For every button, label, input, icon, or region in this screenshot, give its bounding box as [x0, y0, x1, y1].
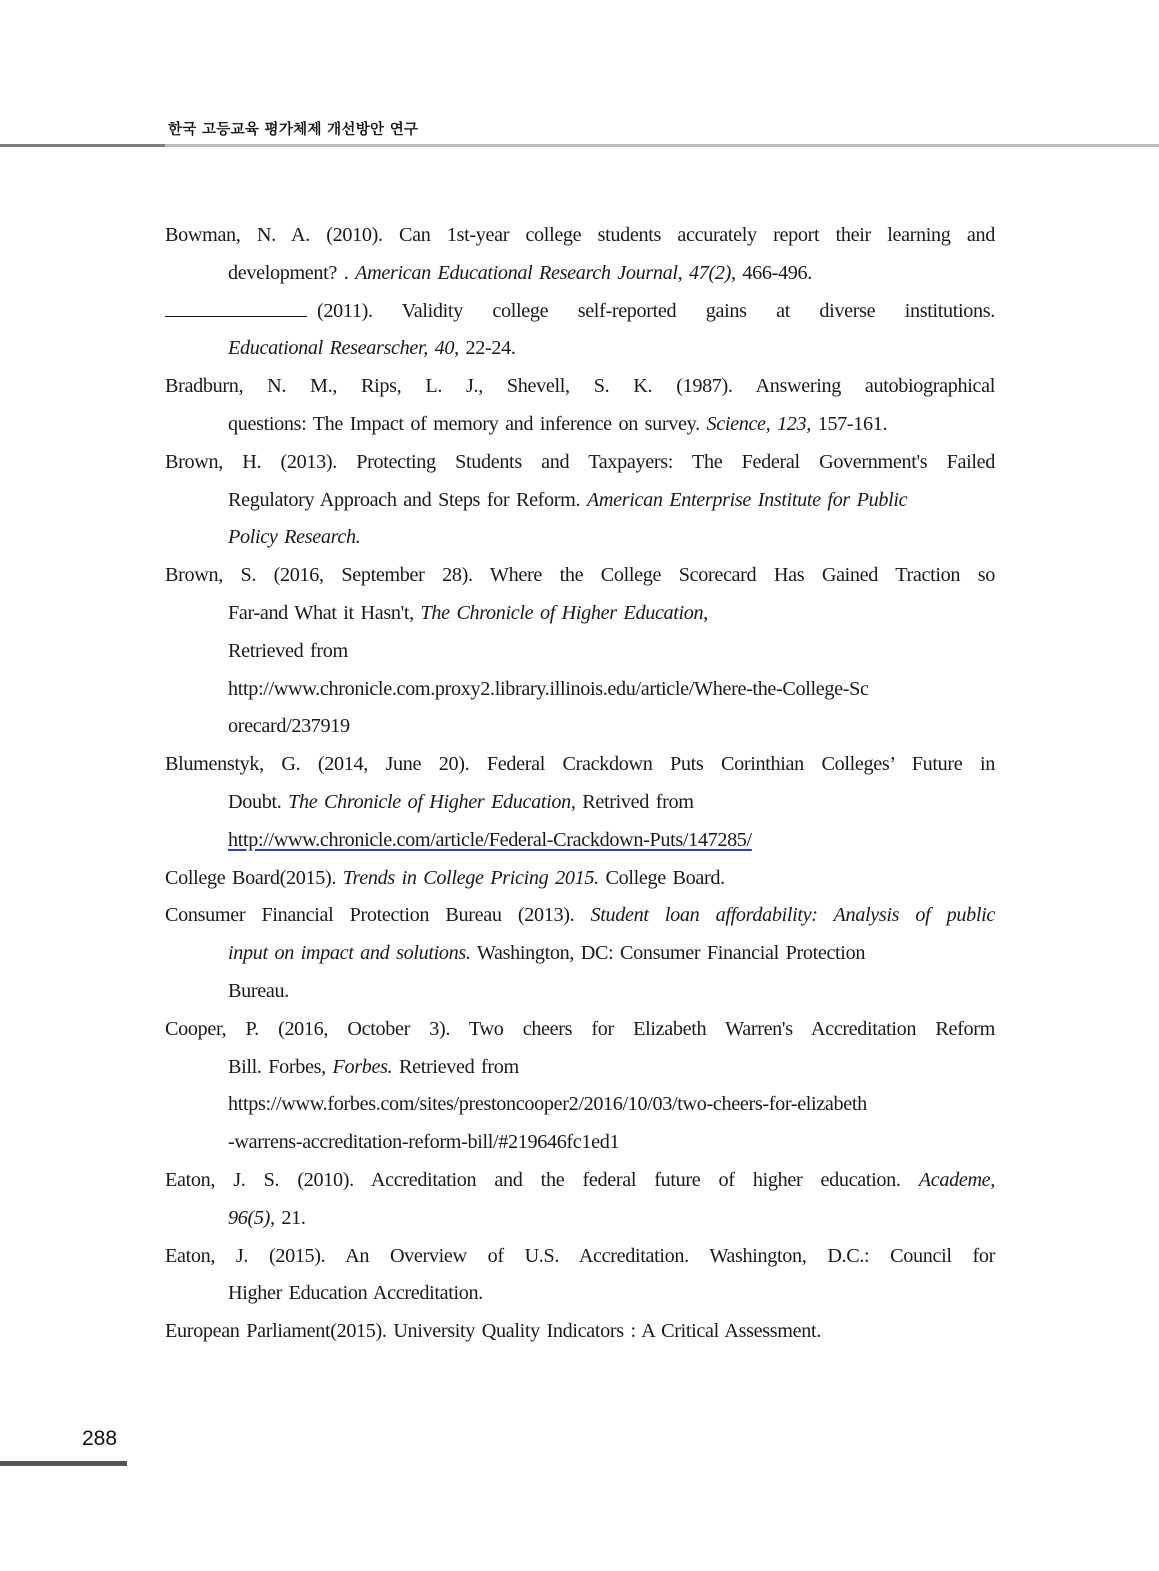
reference-text: College Board. [598, 866, 725, 889]
reference-entry [165, 444, 995, 557]
reference-text: , 466-496. [731, 261, 812, 284]
reference-text: Brown, H. (2013). Protecting Students and Taxpayers: The Federal Government's Failed [165, 450, 995, 473]
reference-text: http://www.chronicle.com.proxy2.library.illinois.edu/article/Where-the-College-Sc [228, 677, 869, 700]
reference-text: 21. [274, 1206, 306, 1229]
reference-text: questions: The Impact of memory and inference on survey. [228, 412, 707, 435]
reference-text: Cooper, P. (2016, October 3). Two cheers for Elizabeth Warren's Accreditation Reform [165, 1017, 995, 1040]
reference-line [228, 1200, 995, 1238]
reference-text: Washington, DC: Consumer Financial Protection [470, 942, 866, 965]
reference-line [228, 482, 995, 520]
reference-italic-text: Policy Research. [228, 526, 361, 549]
reference-line [165, 444, 995, 482]
reference-text: Far-and What it Hasn't, [228, 601, 421, 624]
reference-line [228, 708, 995, 746]
reference-line [228, 406, 995, 444]
reference-entry [165, 557, 995, 746]
reference-text: Bureau. [228, 979, 289, 1002]
reference-line [165, 217, 995, 255]
reference-line [165, 1313, 995, 1351]
reference-entry [165, 897, 995, 1010]
reference-line [228, 633, 995, 671]
reference-text: (2011). Validity college self-reported gains at diverse institutions. [317, 299, 995, 322]
reference-italic-text: Trends in College Pricing 2015. [342, 866, 599, 889]
reference-text: European Parliament(2015). University Quality Indicators : A Critical Assessment. [165, 1320, 821, 1343]
reference-line [228, 1275, 995, 1313]
reference-text: Eaton, J. S. (2010). Accreditation and the federal future of higher education. [165, 1168, 919, 1191]
reference-line [228, 935, 995, 973]
reference-italic-text: Forbes. [332, 1055, 393, 1078]
reference-text: , 22-24. [454, 337, 516, 360]
reference-italic-text: input on impact and solutions. [228, 942, 471, 965]
reference-text: 157-161. [811, 412, 888, 435]
reference-line [165, 897, 995, 935]
reference-text: orecard/237919 [228, 715, 350, 738]
reference-link[interactable]: http://www.chronicle.com/article/Federal-Crackdown-Puts/147285/ [228, 828, 752, 851]
reference-text: , Retrived from [570, 790, 694, 813]
reference-line [165, 368, 995, 406]
reference-line [228, 1049, 995, 1087]
reference-entry [165, 293, 995, 369]
reference-text: Doubt. [228, 790, 289, 813]
footer-bar [0, 1461, 127, 1466]
reference-text: , [703, 601, 708, 624]
reference-line [165, 1011, 995, 1049]
reference-text: Regulatory Approach and Steps for Reform. [228, 488, 587, 511]
reference-text: https://www.forbes.com/sites/prestoncooper2/2016/10/03/two-cheers-for-elizabeth [228, 1093, 867, 1116]
reference-text: Bowman, N. A. (2010). Can 1st-year college students accurately report their learning and [165, 224, 995, 246]
reference-italic-text: American Educational Research Journal, 47(2) [355, 261, 732, 284]
page-number: 288 [82, 1427, 118, 1450]
reference-text: development? . [228, 261, 356, 284]
reference-text: Bradburn, N. M., Rips, L. J., Shevell, S. K. (1987). Answering autobiographical [165, 375, 995, 398]
reference-italic-text: 96(5), [228, 1206, 275, 1229]
reference-line [228, 671, 995, 709]
reference-line [165, 557, 995, 595]
header-rule-light [165, 144, 1159, 147]
reference-text: Blumenstyk, G. (2014, June 20). Federal Crackdown Puts Corinthian Colleges’ Future in [165, 753, 995, 776]
reference-text: Consumer Financial Protection Bureau (2013). [165, 904, 591, 927]
reference-text: Eaton, J. (2015). An Overview of U.S. Accreditation. Washington, D.C.: Council for [165, 1244, 995, 1267]
reference-text: Retrieved from [392, 1055, 519, 1078]
reference-entry [165, 860, 995, 898]
reference-italic-text: The Chronicle of Higher Education [420, 601, 704, 624]
header-rule-dark [0, 144, 165, 147]
reference-italic-text: American Enterprise Institute for Public [586, 488, 908, 511]
running-title: 한국 고등교육 평가체제 개선방안 연구 [168, 122, 419, 138]
reference-entry [165, 368, 995, 444]
reference-line [228, 255, 995, 293]
reference-entry [165, 217, 995, 293]
reference-line [165, 1238, 995, 1276]
same-author-rule [165, 296, 307, 317]
reference-text: -warrens-accreditation-reform-bill/#219646fc1ed1 [228, 1131, 620, 1154]
reference-entry [165, 1011, 995, 1162]
reference-text: Retrieved from [228, 639, 348, 662]
reference-text: Bill. Forbes, [228, 1055, 333, 1078]
reference-entry [165, 1238, 995, 1314]
reference-italic-text: Student loan affordability: Analysis of public [590, 904, 995, 927]
reference-line [165, 860, 995, 898]
reference-line [165, 746, 995, 784]
reference-entry [165, 1162, 995, 1238]
reference-line [228, 519, 995, 557]
reference-line [228, 784, 995, 822]
reference-text: Higher Education Accreditation. [228, 1282, 483, 1305]
reference-italic-text: Academe, [918, 1168, 995, 1191]
reference-italic-text: The Chronicle of Higher Education [288, 790, 571, 813]
reference-line [228, 1124, 995, 1162]
reference-entry [165, 1313, 995, 1351]
reference-italic-text: Educational Researscher, 40 [228, 337, 455, 360]
reference-italic-text: Science, 123, [706, 412, 811, 435]
reference-line [228, 293, 995, 331]
reference-line [228, 973, 995, 1011]
reference-list [165, 217, 995, 1351]
reference-line [228, 822, 995, 860]
reference-entry [165, 746, 995, 859]
reference-text: College Board(2015). [165, 866, 343, 889]
reference-line [228, 330, 995, 368]
reference-line [228, 1086, 995, 1124]
reference-line [228, 595, 995, 633]
reference-line [165, 1162, 995, 1200]
reference-text: Brown, S. (2016, September 28). Where the College Scorecard Has Gained Traction so [165, 564, 995, 587]
